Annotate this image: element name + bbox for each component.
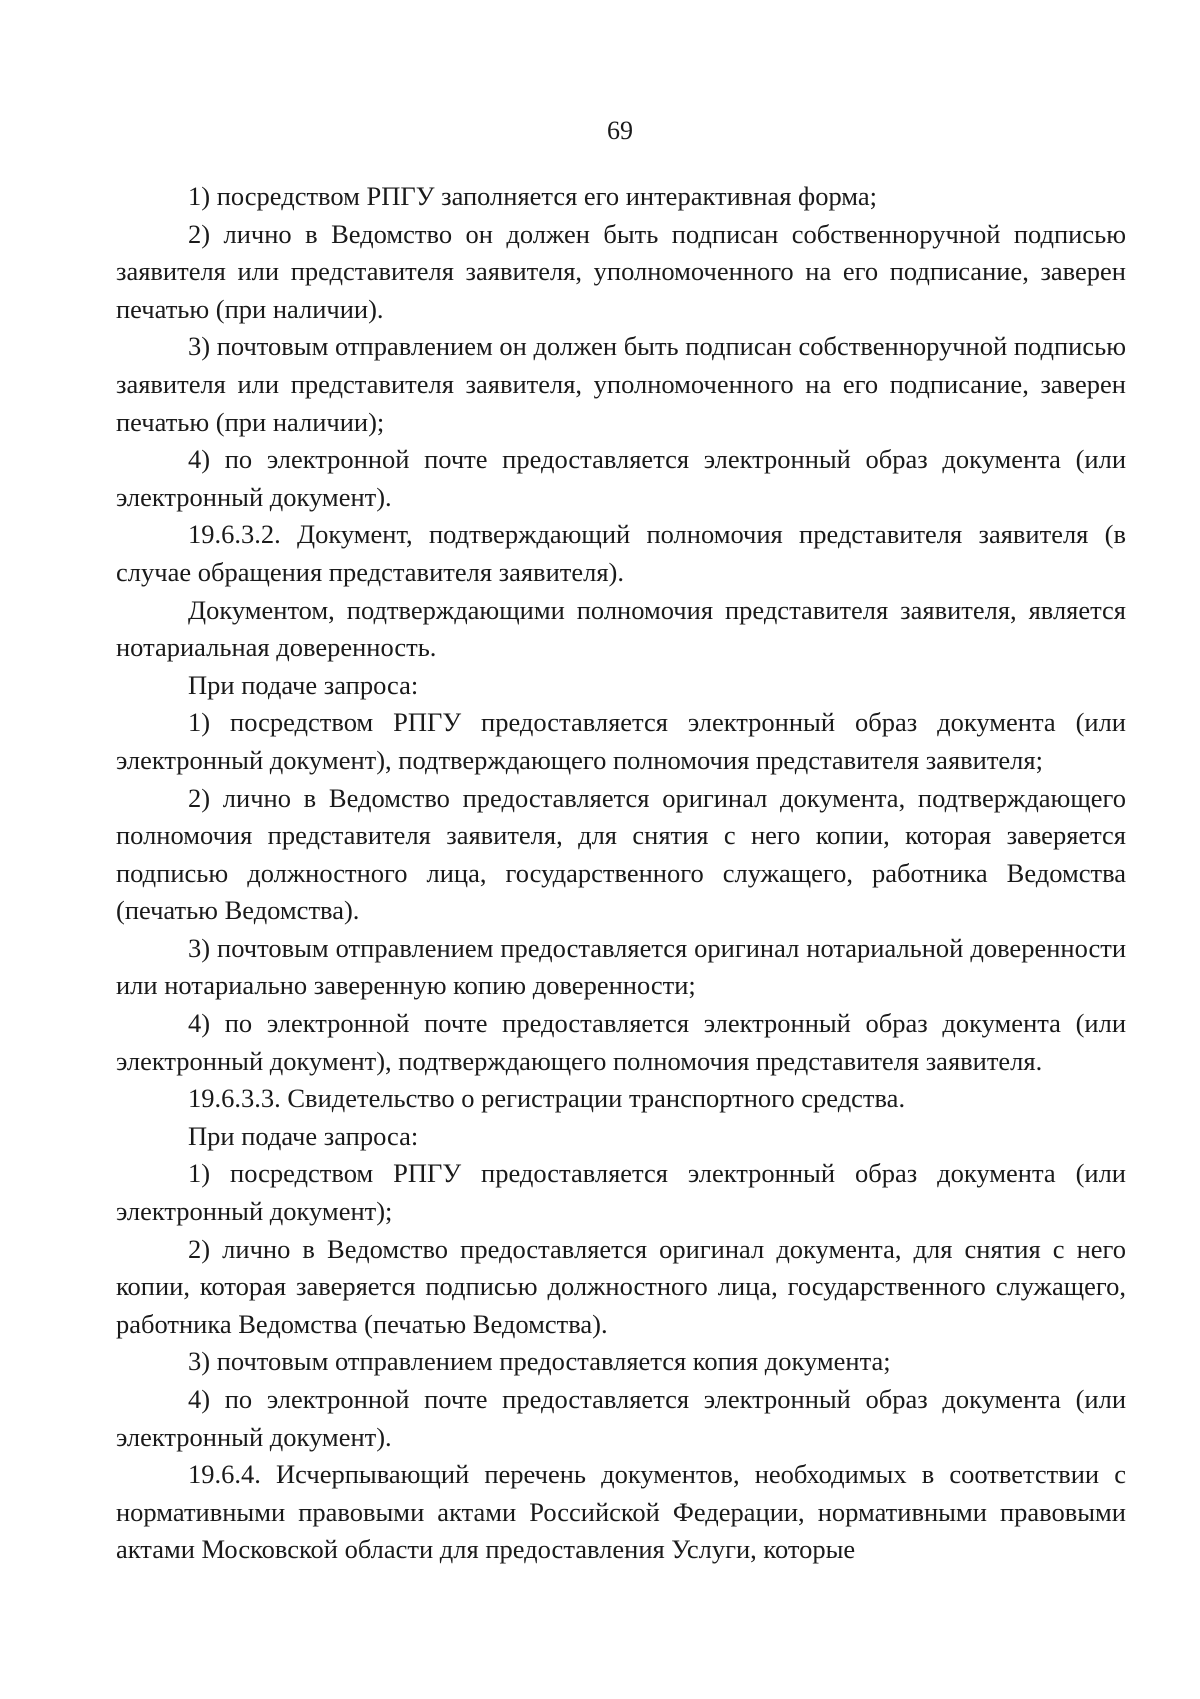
paragraph: 3) почтовым отправлением предоставляется оригинал нотариальной доверенности или нотариально заверенную копию доверенности; <box>116 932 1126 1001</box>
paragraph: 4) по электронной почте предоставляется электронный образ документа (или электронный документ). <box>116 1384 1126 1452</box>
paragraph: 2) лично в Ведомство предоставляется оригинал документа, подтверждающего полномочия представителя заявителя, для снятия с него копии, которая заверяется подписью должностного лица, государственного служащего, работника Ведомства (печатью Ведомства). <box>116 782 1126 926</box>
paragraph: 1) посредством РПГУ предоставляется электронный образ документа (или электронный документ), подтверждающего полномочия представителя заявителя; <box>116 707 1126 775</box>
document-body <box>116 178 1126 1569</box>
paragraph: Документом, подтверждающими полномочия представителя заявителя, является нотариальная доверенность. <box>116 594 1126 663</box>
paragraph: 19.6.3.3. Свидетельство о регистрации транспортного средства. <box>188 1083 906 1114</box>
paragraph: 1) посредством РПГУ заполняется его интерактивная форма; <box>188 181 877 211</box>
paragraph: 2) лично в Ведомство он должен быть подписан собственноручной подписью заявителя или представителя заявителя, уполномоченного на его подписание, заверен печатью (при наличии). <box>116 218 1126 324</box>
paragraph: 3) почтовым отправлением предоставляется копия документа; <box>188 1346 891 1377</box>
paragraph: При подаче запроса: <box>188 669 419 700</box>
paragraph: 3) почтовым отправлением он должен быть подписан собственноручной подписью заявителя или представителя заявителя, уполномоченного на его подписание, заверен печатью (при наличии); <box>116 331 1126 437</box>
paragraph: 1) посредством РПГУ предоставляется электронный образ документа (или электронный документ); <box>116 1158 1126 1227</box>
paragraph: 2) лично в Ведомство предоставляется оригинал документа, для снятия с него копии, которая заверяется подписью должностного лица, государственного служащего, работника Ведомства (печатью Ведомства). <box>116 1233 1126 1339</box>
paragraph: При подаче запроса: <box>188 1120 419 1151</box>
paragraph: 4) по электронной почте предоставляется электронный образ документа (или электронный документ), подтверждающего полномочия представителя заявителя. <box>116 1008 1126 1076</box>
paragraph: 19.6.3.2. Документ, подтверждающий полномочия представителя заявителя (в случае обращения представителя заявителя). <box>116 519 1126 587</box>
page-number: 69 <box>607 116 633 145</box>
paragraph: 4) по электронной почте предоставляется электронный образ документа (или электронный документ). <box>116 444 1126 512</box>
paragraph: 19.6.4. Исчерпывающий перечень документов, необходимых в соответствии с нормативными правовыми актами Российской Федерации, нормативными правовыми актами Московской области для предоставления Услуги, которые <box>116 1459 1126 1565</box>
